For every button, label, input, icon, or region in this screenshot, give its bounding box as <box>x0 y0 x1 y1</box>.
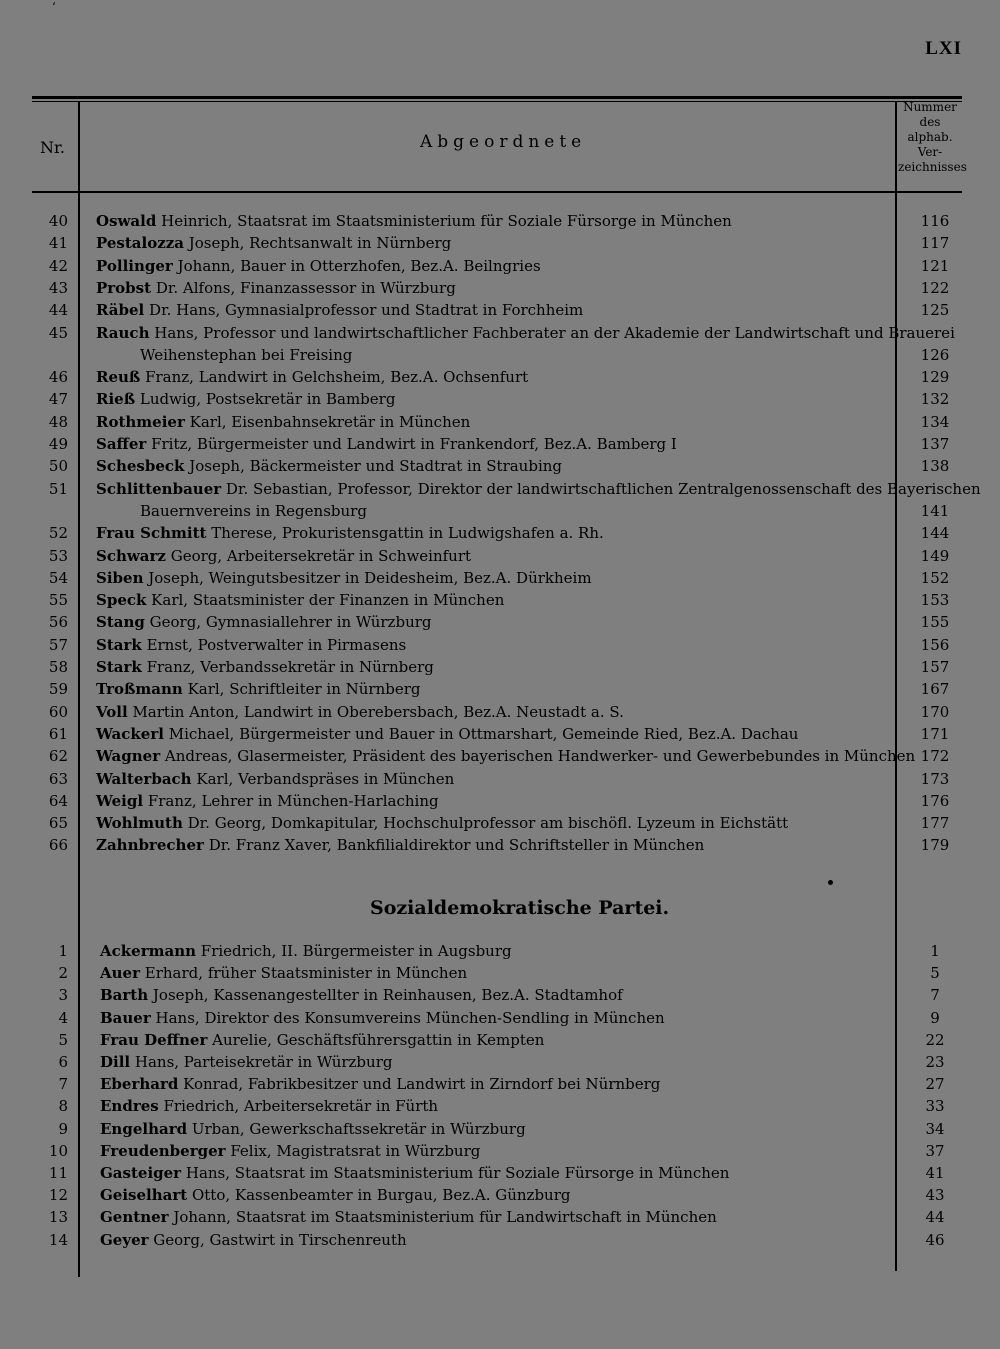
row-text <box>96 255 541 277</box>
deputy-description: Hans, Direktor des Konsumvereins München-Sendling in München <box>155 1008 665 1027</box>
deputy-description: Dr. Alfons, Finanzassessor in Würzburg <box>155 278 456 297</box>
index-reference: 134 <box>920 412 950 431</box>
row-text <box>96 366 528 388</box>
row-text <box>100 1162 729 1184</box>
row-text <box>100 1229 407 1251</box>
row-text <box>100 984 623 1006</box>
row-text <box>96 634 406 656</box>
deputy-description: Andreas, Glasermeister, Präsident des bayerischen Handwerker- und Gewerbebundes in München <box>164 747 916 766</box>
row-number: 9 <box>58 1119 68 1138</box>
deputy-name: Rieß <box>96 390 136 409</box>
table-top-rule-thin <box>32 101 962 102</box>
index-reference: 116 <box>920 212 950 230</box>
deputy-name: Reuß <box>96 368 141 387</box>
row-text <box>96 232 451 254</box>
deputy-name: Pestalozza <box>96 234 184 253</box>
index-reference: 138 <box>920 457 950 476</box>
row-number: 65 <box>48 814 68 833</box>
deputy-description: Heinrich, Staatsrat im Staatsministerium für Soziale Fürsorge in München <box>161 212 732 230</box>
row-text <box>96 478 981 500</box>
index-reference: 23 <box>925 1053 945 1071</box>
list-item <box>0 812 1000 834</box>
deputy-name: Schwarz <box>96 546 166 565</box>
deputy-description: Aurelie, Geschäftsführersgattin in Kempten <box>212 1030 545 1049</box>
list-item <box>0 455 1000 477</box>
index-reference: 144 <box>920 524 950 543</box>
deputy-description: Friedrich, Arbeitersekretär in Fürth <box>163 1097 439 1116</box>
row-number: 14 <box>48 1230 68 1249</box>
index-reference: 7 <box>930 986 940 1005</box>
deputy-name: Endres <box>100 1097 159 1116</box>
index-reference: 137 <box>920 435 950 453</box>
list-item <box>0 1118 1000 1140</box>
row-number: 59 <box>48 680 68 699</box>
section-2-title: Sozialdemokratische Partei. <box>370 897 670 919</box>
row-text <box>96 790 439 812</box>
deputy-description: Michael, Bürgermeister und Bauer in Ottmarshart, Gemeinde Ried, Bez.A. Dachau <box>168 724 799 743</box>
row-text <box>96 611 432 633</box>
list-item <box>0 545 1000 567</box>
list-item <box>0 940 1000 962</box>
deputy-name: Stark <box>96 635 142 654</box>
list-item <box>0 834 1000 856</box>
row-number: 1 <box>58 942 68 960</box>
row-number: 51 <box>48 479 68 498</box>
deputy-name: Wackerl <box>96 724 164 743</box>
deputy-description: Ernst, Postverwalter in Pirmasens <box>146 635 407 654</box>
index-reference: 22 <box>925 1030 945 1049</box>
deputy-description: Karl, Schriftleiter in Nürnberg <box>187 680 421 699</box>
list-item <box>0 1051 1000 1073</box>
row-number: 45 <box>48 323 68 342</box>
deputy-name: Saffer <box>96 435 147 453</box>
index-reference: 37 <box>925 1141 945 1160</box>
row-number: 60 <box>48 702 68 721</box>
list-item <box>0 1206 1000 1228</box>
list-item <box>0 611 1000 633</box>
list-item <box>0 344 1000 366</box>
list-item <box>0 567 1000 589</box>
row-text <box>96 455 562 477</box>
header-nr: Nr. <box>40 138 65 157</box>
row-text <box>100 1184 570 1206</box>
deputy-name: Barth <box>100 986 149 1005</box>
row-number: 58 <box>48 658 68 676</box>
deputy-description: Fritz, Bürgermeister und Landwirt in Frankendorf, Bez.A. Bamberg I <box>151 435 677 453</box>
deputy-description: Joseph, Kassenangestellter in Reinhausen, Bez.A. Stadtamhof <box>152 986 623 1005</box>
header-nummer-line: alphab. <box>907 130 953 144</box>
deputy-description: Urban, Gewerkschaftssekretär in Würzburg <box>191 1119 526 1138</box>
row-number: 11 <box>48 1164 68 1182</box>
deputy-description: Dr. Georg, Domkapitular, Hochschulprofessor am bischöfl. Lyzeum in Eichstätt <box>187 814 789 833</box>
deputy-description: Ludwig, Postsekretär in Bamberg <box>139 390 396 409</box>
deputy-description: Felix, Magistratsrat in Würzburg <box>230 1141 481 1160</box>
row-number: 64 <box>48 791 68 810</box>
index-reference: 171 <box>920 724 950 743</box>
deputy-name: Zahnbrecher <box>96 836 204 855</box>
table-top-rule <box>32 96 962 99</box>
index-reference: 34 <box>925 1119 945 1138</box>
deputy-description: Weihenstephan bei Freising <box>140 345 353 364</box>
row-text <box>96 589 504 611</box>
row-number: 2 <box>58 964 68 983</box>
deputy-description: Hans, Professor und landwirtschaftlicher Fachberater an der Akademie der Landwirtschaft und Brauerei <box>154 323 955 342</box>
row-text <box>96 522 604 544</box>
index-reference: 43 <box>925 1186 945 1205</box>
index-reference: 125 <box>920 301 950 320</box>
row-number: 12 <box>48 1186 68 1205</box>
list-item <box>0 790 1000 812</box>
header-nummer-line: zeichnisses <box>898 160 967 174</box>
list-item <box>0 1184 1000 1206</box>
row-number: 4 <box>58 1008 68 1027</box>
deputy-name: Eberhard <box>100 1075 179 1094</box>
list-item <box>0 678 1000 700</box>
deputy-name: Bauer <box>100 1008 151 1027</box>
header-nummer-line: Nummer <box>903 100 957 114</box>
row-number: 43 <box>48 278 68 297</box>
deputy-description: Franz, Lehrer in München-Harlaching <box>147 791 439 810</box>
deputy-name: Oswald <box>96 212 157 230</box>
row-number: 54 <box>48 568 68 587</box>
row-number: 53 <box>48 546 68 565</box>
deputy-description: Joseph, Weingutsbesitzer in Deidesheim, Bez.A. Dürkheim <box>148 568 592 587</box>
index-reference: 121 <box>920 256 950 275</box>
index-reference: 129 <box>920 368 950 387</box>
row-text <box>96 210 732 232</box>
index-reference: 41 <box>925 1164 945 1182</box>
row-text <box>96 277 456 299</box>
list-item <box>0 962 1000 984</box>
list-item <box>0 723 1000 745</box>
list-item <box>0 745 1000 767</box>
row-text <box>96 567 592 589</box>
deputy-description: Johann, Staatsrat im Staatsministerium für Landwirtschaft in München <box>173 1208 717 1227</box>
list-item <box>0 701 1000 723</box>
deputy-name: Wohlmuth <box>96 814 183 833</box>
deputy-name: Auer <box>100 964 140 983</box>
index-reference: 149 <box>920 546 950 565</box>
index-reference: 156 <box>920 635 950 654</box>
row-number: 63 <box>48 769 68 788</box>
row-number: 61 <box>48 724 68 743</box>
deputy-name: Wagner <box>96 747 161 766</box>
deputy-name: Speck <box>96 591 147 610</box>
row-number: 55 <box>48 591 68 610</box>
list-item <box>0 768 1000 790</box>
row-number: 13 <box>48 1208 68 1227</box>
deputy-name: Räbel <box>96 301 145 320</box>
table-header-rule <box>32 191 962 193</box>
deputy-name: Voll <box>96 702 128 721</box>
deputy-description: Bauernvereins in Regensburg <box>140 501 367 520</box>
index-reference: 170 <box>920 702 950 721</box>
row-text <box>96 388 395 410</box>
row-text <box>100 940 512 962</box>
row-text <box>96 656 434 678</box>
index-reference: 126 <box>920 345 950 364</box>
page-number: LXI <box>925 38 962 59</box>
list-item <box>0 1095 1000 1117</box>
row-text <box>100 1095 438 1117</box>
list-item <box>0 1229 1000 1251</box>
list-item <box>0 1073 1000 1095</box>
row-text <box>96 834 704 856</box>
deputy-description: Joseph, Rechtsanwalt in Nürnberg <box>188 234 452 253</box>
row-text <box>96 299 583 321</box>
row-number: 44 <box>48 301 68 320</box>
deputy-description: Dr. Franz Xaver, Bankfilialdirektor und Schriftsteller in München <box>208 836 705 855</box>
header-nummer-line: des <box>919 115 941 129</box>
deputy-description: Karl, Staatsminister der Finanzen in München <box>151 591 505 610</box>
deputy-name: Engelhard <box>100 1119 188 1138</box>
deputy-name: Stark <box>96 658 142 676</box>
deputy-name: Pollinger <box>96 256 173 275</box>
row-text <box>96 678 421 700</box>
deputy-description: Hans, Staatsrat im Staatsministerium für Soziale Fürsorge in München <box>185 1164 730 1182</box>
deputy-description: Karl, Verbandspräses in München <box>196 769 455 788</box>
deputy-description: Friedrich, II. Bürgermeister in Augsburg <box>200 942 512 960</box>
row-number: 6 <box>58 1053 68 1071</box>
header-nummer <box>898 100 967 175</box>
deputy-name: Dill <box>100 1053 131 1071</box>
deputy-name: Schesbeck <box>96 457 185 476</box>
index-reference: 9 <box>930 1008 940 1027</box>
row-number: 47 <box>48 390 68 409</box>
deputy-description: Dr. Sebastian, Professor, Direktor der landwirtschaftlichen Zentralgenossenschaft des Bayerischen <box>225 479 981 498</box>
deputy-description: Georg, Gymnasiallehrer in Würzburg <box>149 613 432 632</box>
index-reference: 33 <box>925 1097 945 1116</box>
deputy-name: Walterbach <box>96 769 192 788</box>
row-number: 50 <box>48 457 68 476</box>
index-reference: 152 <box>920 568 950 587</box>
index-reference: 1 <box>930 942 940 960</box>
list-item <box>0 656 1000 678</box>
list-item <box>0 984 1000 1006</box>
list-item <box>0 522 1000 544</box>
row-text <box>100 1029 544 1051</box>
row-text <box>100 1206 717 1228</box>
index-reference: 5 <box>930 964 940 983</box>
index-reference: 155 <box>920 613 950 632</box>
deputy-name: Weigl <box>96 791 144 810</box>
deputy-description: Therese, Prokuristensgattin in Ludwigshafen a. Rh. <box>211 524 604 543</box>
row-number: 7 <box>58 1075 68 1094</box>
deputy-name: Rothmeier <box>96 412 185 431</box>
deputy-name: Rauch <box>96 323 150 342</box>
row-text <box>96 433 677 455</box>
deputy-description: Johann, Bauer in Otterzhofen, Bez.A. Beilngries <box>177 256 541 275</box>
row-text <box>96 723 798 745</box>
row-text <box>100 1118 526 1140</box>
deputy-description: Dr. Hans, Gymnasialprofessor und Stadtrat in Forchheim <box>149 301 584 320</box>
list-item <box>0 1140 1000 1162</box>
deputy-name: Gentner <box>100 1208 169 1227</box>
deputy-description: Joseph, Bäckermeister und Stadtrat in Straubing <box>189 457 563 476</box>
index-reference: 173 <box>920 769 950 788</box>
deputy-name: Freudenberger <box>100 1141 226 1160</box>
list-item <box>0 411 1000 433</box>
deputy-description: Karl, Eisenbahnsekretär in München <box>189 412 471 431</box>
row-text <box>96 812 788 834</box>
row-number: 8 <box>58 1097 68 1116</box>
list-item <box>0 634 1000 656</box>
row-number: 46 <box>48 368 68 387</box>
index-reference: 46 <box>925 1230 945 1249</box>
list-item <box>0 277 1000 299</box>
deputy-description: Erhard, früher Staatsminister in München <box>144 964 468 983</box>
deputy-description: Otto, Kassenbeamter in Burgau, Bez.A. Günzburg <box>191 1186 571 1205</box>
row-text <box>100 1073 660 1095</box>
list-item <box>0 255 1000 277</box>
list-item <box>0 433 1000 455</box>
deputy-description: Georg, Gastwirt in Tirschenreuth <box>153 1230 407 1249</box>
list-item <box>0 1029 1000 1051</box>
row-number: 48 <box>48 412 68 431</box>
index-reference: 27 <box>925 1075 945 1094</box>
row-text <box>96 322 955 344</box>
row-text <box>100 1007 665 1029</box>
row-number: 10 <box>48 1141 68 1160</box>
header-abgeordnete: Abgeordnete <box>420 132 587 152</box>
deputy-description: Georg, Arbeitersekretär in Schweinfurt <box>170 546 472 565</box>
index-reference: 122 <box>920 278 950 297</box>
deputy-name: Ackermann <box>100 942 197 960</box>
index-reference: 44 <box>925 1208 945 1227</box>
deputy-description: Konrad, Fabrikbesitzer und Landwirt in Zirndorf bei Nürnberg <box>183 1075 661 1094</box>
deputy-description: Hans, Parteisekretär in Würzburg <box>134 1053 393 1071</box>
index-reference: 157 <box>920 658 950 676</box>
row-number: 41 <box>48 234 68 253</box>
index-reference: 172 <box>920 747 950 766</box>
deputy-name: Probst <box>96 278 152 297</box>
row-number: 5 <box>58 1030 68 1049</box>
row-text <box>96 745 915 767</box>
row-text <box>100 962 467 984</box>
deputy-name: Frau Schmitt <box>96 524 207 543</box>
row-number: 42 <box>48 256 68 275</box>
list-item <box>0 388 1000 410</box>
stray-dot <box>828 880 833 885</box>
deputy-name: Stang <box>96 613 145 632</box>
list-item <box>0 322 1000 344</box>
list-item <box>0 500 1000 522</box>
index-reference: 132 <box>920 390 950 409</box>
list-item <box>0 366 1000 388</box>
row-text <box>100 1140 480 1162</box>
deputy-name: Siben <box>96 568 144 587</box>
row-number: 62 <box>48 747 68 766</box>
list-item <box>0 210 1000 232</box>
deputy-description: Martin Anton, Landwirt in Oberebersbach, Bez.A. Neustadt a. S. <box>132 702 624 721</box>
row-text <box>96 411 470 433</box>
page-mark: ‘ <box>52 0 56 14</box>
row-number: 52 <box>48 524 68 543</box>
deputy-name: Geiselhart <box>100 1186 188 1205</box>
list-item <box>0 1007 1000 1029</box>
header-nummer-line: Ver- <box>917 145 943 159</box>
index-reference: 153 <box>920 591 950 610</box>
row-text <box>96 701 624 723</box>
deputy-name: Geyer <box>100 1230 149 1249</box>
index-reference: 117 <box>920 234 950 253</box>
index-reference: 176 <box>920 791 950 810</box>
index-reference: 167 <box>920 680 950 699</box>
deputy-name: Frau Deffner <box>100 1030 208 1049</box>
list-item <box>0 1162 1000 1184</box>
list-item <box>0 232 1000 254</box>
row-text <box>100 1051 392 1073</box>
row-text <box>96 768 454 790</box>
row-number: 40 <box>48 212 68 230</box>
list-item <box>0 299 1000 321</box>
deputy-name: Schlittenbauer <box>96 479 222 498</box>
row-text <box>96 545 471 567</box>
deputy-name: Gasteiger <box>100 1164 182 1182</box>
row-number: 56 <box>48 613 68 632</box>
list-item <box>0 478 1000 500</box>
index-reference: 141 <box>920 501 950 520</box>
row-number: 57 <box>48 635 68 654</box>
deputy-description: Franz, Landwirt in Gelchsheim, Bez.A. Ochsenfurt <box>145 368 529 387</box>
list-item <box>0 589 1000 611</box>
deputy-description: Franz, Verbandssekretär in Nürnberg <box>146 658 434 676</box>
row-text <box>140 344 352 366</box>
row-number: 66 <box>48 836 68 855</box>
deputy-name: Troßmann <box>96 680 183 699</box>
row-number: 49 <box>48 435 68 453</box>
index-reference: 179 <box>920 836 950 855</box>
row-number: 3 <box>58 986 68 1005</box>
index-reference: 177 <box>920 814 950 833</box>
row-text <box>140 500 367 522</box>
